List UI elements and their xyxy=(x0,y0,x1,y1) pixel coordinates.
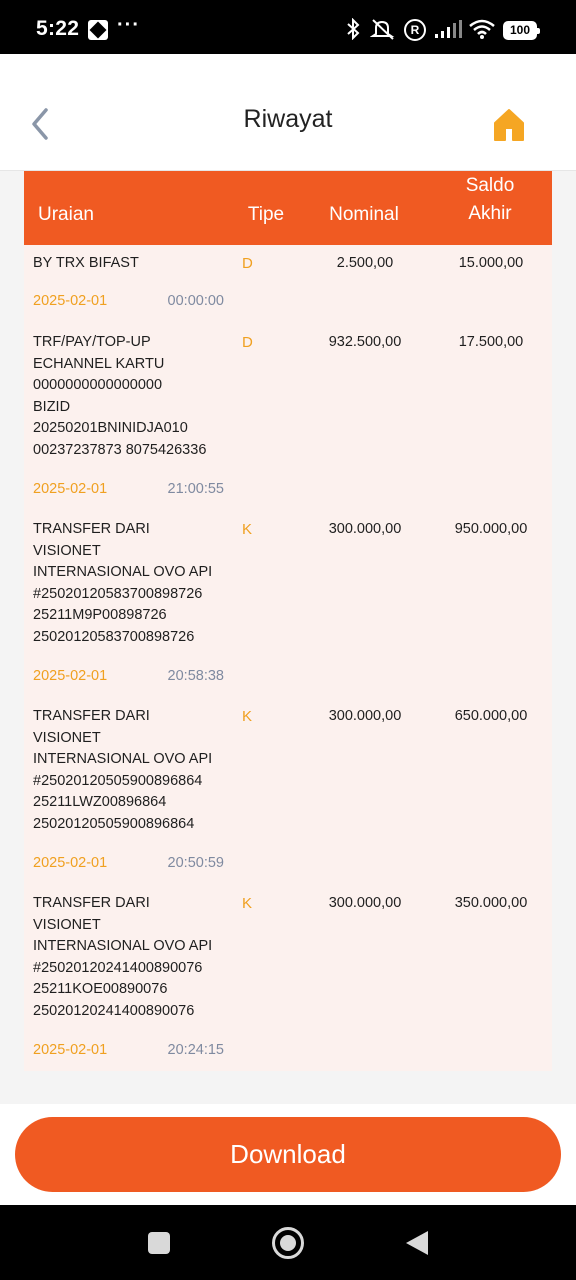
description-line: 25020120505900896864 xyxy=(33,815,195,832)
row-description xyxy=(33,893,233,1023)
row-balance: 350.000,00 xyxy=(454,895,528,911)
description-line: BY TRX BIFAST xyxy=(33,255,139,271)
column-tipe: Tipe xyxy=(247,204,285,225)
column-uraian: Uraian xyxy=(38,204,94,225)
row-description xyxy=(33,332,233,462)
row-type: K xyxy=(242,708,253,725)
row-amount: 300.000,00 xyxy=(328,895,402,911)
description-line: INTERNASIONAL OVO API xyxy=(33,564,213,581)
description-line: TRANSFER DARI xyxy=(33,521,150,537)
description-line: TRANSFER DARI xyxy=(33,895,150,911)
row-time: 20:50:59 xyxy=(167,855,224,871)
description-line: 00237237873 8075426336 xyxy=(33,441,207,458)
row-balance: 15.000,00 xyxy=(458,255,524,271)
row-type: D xyxy=(242,255,253,272)
recents-square-icon[interactable] xyxy=(148,1232,170,1254)
battery-icon: 100 xyxy=(503,21,537,40)
row-description xyxy=(33,519,233,649)
bluetooth-icon xyxy=(344,17,362,41)
row-type: K xyxy=(242,521,253,538)
table-row[interactable] xyxy=(24,706,552,886)
status-bar xyxy=(0,0,576,54)
description-line: INTERNASIONAL OVO API xyxy=(33,751,213,768)
row-amount: 300.000,00 xyxy=(328,708,402,724)
download-bar xyxy=(0,1104,576,1205)
column-saldo-line1: Saldo xyxy=(465,175,515,196)
row-date: 2025-02-01 xyxy=(33,855,108,871)
description-line: INTERNASIONAL OVO API xyxy=(33,938,213,955)
description-line: ECHANNEL KARTU xyxy=(33,355,165,372)
description-line: 25020120241400890076 xyxy=(33,1002,195,1019)
row-type: K xyxy=(242,895,253,912)
row-balance: 950.000,00 xyxy=(454,521,528,537)
home-icon xyxy=(492,107,526,143)
row-time: 21:00:55 xyxy=(167,481,224,497)
description-line: 25211M9P00898726 xyxy=(33,607,167,624)
description-line: 25211KOE00890076 xyxy=(33,981,168,998)
description-line: TRF/PAY/TOP-UP xyxy=(33,334,151,350)
description-line: BIZID xyxy=(33,398,71,415)
description-line: VISIONET xyxy=(33,916,101,933)
description-line: 25211LWZ00896864 xyxy=(33,794,167,811)
row-amount: 932.500,00 xyxy=(328,334,402,350)
row-description xyxy=(33,706,233,836)
home-circle-icon[interactable] xyxy=(272,1227,304,1259)
column-nominal: Nominal xyxy=(329,204,399,225)
row-balance: 17.500,00 xyxy=(458,334,524,350)
row-date: 2025-02-01 xyxy=(33,1042,108,1058)
row-date: 2025-02-01 xyxy=(33,481,108,497)
row-date: 2025-02-01 xyxy=(33,668,108,684)
description-line: #25020120241400890076 xyxy=(33,959,203,976)
table-header xyxy=(24,171,552,245)
description-line: 20250201BNINIDJA010 xyxy=(33,420,188,437)
mute-icon xyxy=(370,17,396,41)
row-type: D xyxy=(242,334,253,351)
more-notifications-icon: ··· xyxy=(117,14,140,36)
table-row[interactable] xyxy=(24,893,552,1073)
description-line: 25020120583700898726 xyxy=(33,628,195,645)
row-balance: 650.000,00 xyxy=(454,708,528,724)
row-date: 2025-02-01 xyxy=(33,293,108,309)
table-row[interactable] xyxy=(24,332,552,512)
system-nav-bar xyxy=(0,1205,576,1280)
row-time: 20:24:15 xyxy=(167,1042,224,1058)
description-line: TRANSFER DARI xyxy=(33,708,150,724)
description-line: #25020120583700898726 xyxy=(33,585,203,602)
row-amount: 300.000,00 xyxy=(328,521,402,537)
description-line: #25020120505900896864 xyxy=(33,772,203,789)
history-content[interactable] xyxy=(0,171,576,1104)
description-line: 0000000000000000 xyxy=(33,377,163,394)
home-button[interactable] xyxy=(492,107,526,143)
status-time: 5:22 xyxy=(36,17,80,40)
page-title: Riwayat xyxy=(243,105,333,133)
row-time: 00:00:00 xyxy=(167,293,224,309)
column-saldo-line2: Akhir xyxy=(468,203,512,224)
signal-icon xyxy=(434,17,462,41)
wifi-icon xyxy=(468,17,496,41)
description-line: VISIONET xyxy=(33,542,101,559)
download-button[interactable]: Download xyxy=(15,1117,561,1192)
table-row[interactable] xyxy=(24,519,552,699)
description-line: VISIONET xyxy=(33,729,101,746)
transaction-table xyxy=(24,171,552,1071)
row-amount: 2.500,00 xyxy=(336,255,394,271)
row-description xyxy=(33,253,233,275)
row-time: 20:58:38 xyxy=(167,668,224,684)
app-notification-icon xyxy=(88,20,108,40)
column-saldo-akhir xyxy=(440,172,540,228)
app-header xyxy=(0,54,576,171)
registered-icon: R xyxy=(404,19,426,41)
back-triangle-icon[interactable] xyxy=(406,1231,428,1255)
